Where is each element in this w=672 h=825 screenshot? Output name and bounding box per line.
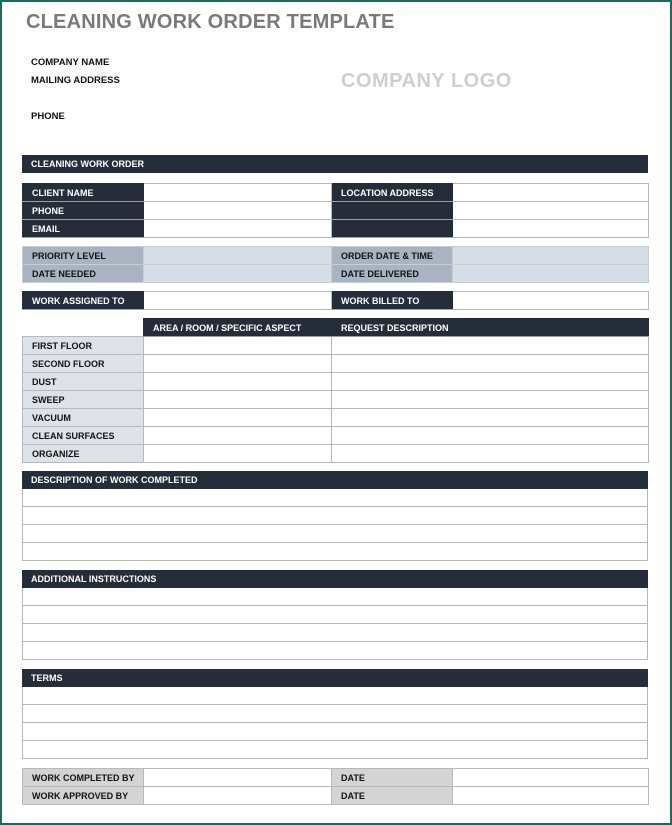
task-area-field[interactable]	[144, 445, 332, 463]
task-area-field[interactable]	[144, 391, 332, 409]
description-header: DESCRIPTION OF WORK COMPLETED	[22, 471, 648, 489]
tasks-table	[22, 318, 649, 463]
location-spacer-2	[332, 220, 453, 238]
approved-by-field[interactable]	[144, 787, 332, 805]
terms-lines	[22, 687, 648, 759]
client-phone-label: PHONE	[23, 202, 144, 220]
terms-line[interactable]	[22, 705, 648, 723]
task-label: FIRST FLOOR	[23, 337, 144, 355]
completed-date-field[interactable]	[453, 769, 649, 787]
dates-table	[22, 246, 649, 283]
task-area-field[interactable]	[144, 427, 332, 445]
work-billed-label: WORK BILLED TO	[332, 292, 453, 310]
task-request-field[interactable]	[332, 373, 649, 391]
location-address-field-2[interactable]	[453, 202, 649, 220]
priority-level-field[interactable]	[144, 247, 332, 265]
description-line[interactable]	[22, 507, 648, 525]
order-date-field[interactable]	[453, 247, 649, 265]
page-title: CLEANING WORK ORDER TEMPLATE	[26, 11, 395, 33]
task-request-field[interactable]	[332, 445, 649, 463]
tasks-corner	[23, 319, 144, 337]
instructions-line[interactable]	[22, 588, 648, 606]
instructions-line[interactable]	[22, 624, 648, 642]
task-area-field[interactable]	[144, 409, 332, 427]
task-area-field[interactable]	[144, 355, 332, 373]
instructions-line[interactable]	[22, 642, 648, 660]
approved-date-field[interactable]	[453, 787, 649, 805]
instructions-header: ADDITIONAL INSTRUCTIONS	[22, 570, 648, 588]
location-address-field[interactable]	[453, 184, 649, 202]
client-name-label: CLIENT NAME	[23, 184, 144, 202]
company-phone: PHONE	[31, 111, 65, 122]
task-request-field[interactable]	[332, 427, 649, 445]
completed-by-field[interactable]	[144, 769, 332, 787]
task-request-field[interactable]	[332, 337, 649, 355]
instructions-lines	[22, 588, 648, 660]
work-billed-field[interactable]	[453, 292, 649, 310]
location-address-field-3[interactable]	[453, 220, 649, 238]
instructions-line[interactable]	[22, 606, 648, 624]
area-column-header: AREA / ROOM / SPECIFIC ASPECT	[144, 319, 332, 337]
description-line[interactable]	[22, 489, 648, 507]
approved-date-label: DATE	[332, 787, 453, 805]
client-email-label: EMAIL	[23, 220, 144, 238]
work-order-header: CLEANING WORK ORDER	[22, 155, 648, 173]
company-logo: COMPANY LOGO	[341, 70, 512, 92]
task-label: SWEEP	[23, 391, 144, 409]
priority-level-label: PRIORITY LEVEL	[23, 247, 144, 265]
client-name-field[interactable]	[144, 184, 332, 202]
signoff-table	[22, 768, 649, 805]
task-label: ORGANIZE	[23, 445, 144, 463]
task-label: CLEAN SURFACES	[23, 427, 144, 445]
description-line[interactable]	[22, 525, 648, 543]
description-lines	[22, 489, 648, 561]
client-email-field[interactable]	[144, 220, 332, 238]
client-table	[22, 183, 649, 238]
approved-by-label: WORK APPROVED BY	[23, 787, 144, 805]
terms-header: TERMS	[22, 669, 648, 687]
description-line[interactable]	[22, 543, 648, 561]
work-assigned-field[interactable]	[144, 292, 332, 310]
request-column-header: REQUEST DESCRIPTION	[332, 319, 649, 337]
terms-line[interactable]	[22, 741, 648, 759]
company-name: COMPANY NAME	[31, 57, 110, 68]
task-label: DUST	[23, 373, 144, 391]
location-spacer-1	[332, 202, 453, 220]
task-request-field[interactable]	[332, 355, 649, 373]
completed-date-label: DATE	[332, 769, 453, 787]
order-date-label: ORDER DATE & TIME	[332, 247, 453, 265]
task-area-field[interactable]	[144, 337, 332, 355]
task-request-field[interactable]	[332, 409, 649, 427]
date-delivered-field[interactable]	[453, 265, 649, 283]
date-needed-field[interactable]	[144, 265, 332, 283]
task-label: VACUUM	[23, 409, 144, 427]
assign-table	[22, 291, 649, 310]
terms-line[interactable]	[22, 687, 648, 705]
work-assigned-label: WORK ASSIGNED TO	[23, 292, 144, 310]
date-needed-label: DATE NEEDED	[23, 265, 144, 283]
mailing-address: MAILING ADDRESS	[31, 75, 120, 86]
location-address-label: LOCATION ADDRESS	[332, 184, 453, 202]
terms-line[interactable]	[22, 723, 648, 741]
completed-by-label: WORK COMPLETED BY	[23, 769, 144, 787]
task-label: SECOND FLOOR	[23, 355, 144, 373]
task-request-field[interactable]	[332, 391, 649, 409]
date-delivered-label: DATE DELIVERED	[332, 265, 453, 283]
client-phone-field[interactable]	[144, 202, 332, 220]
task-area-field[interactable]	[144, 373, 332, 391]
